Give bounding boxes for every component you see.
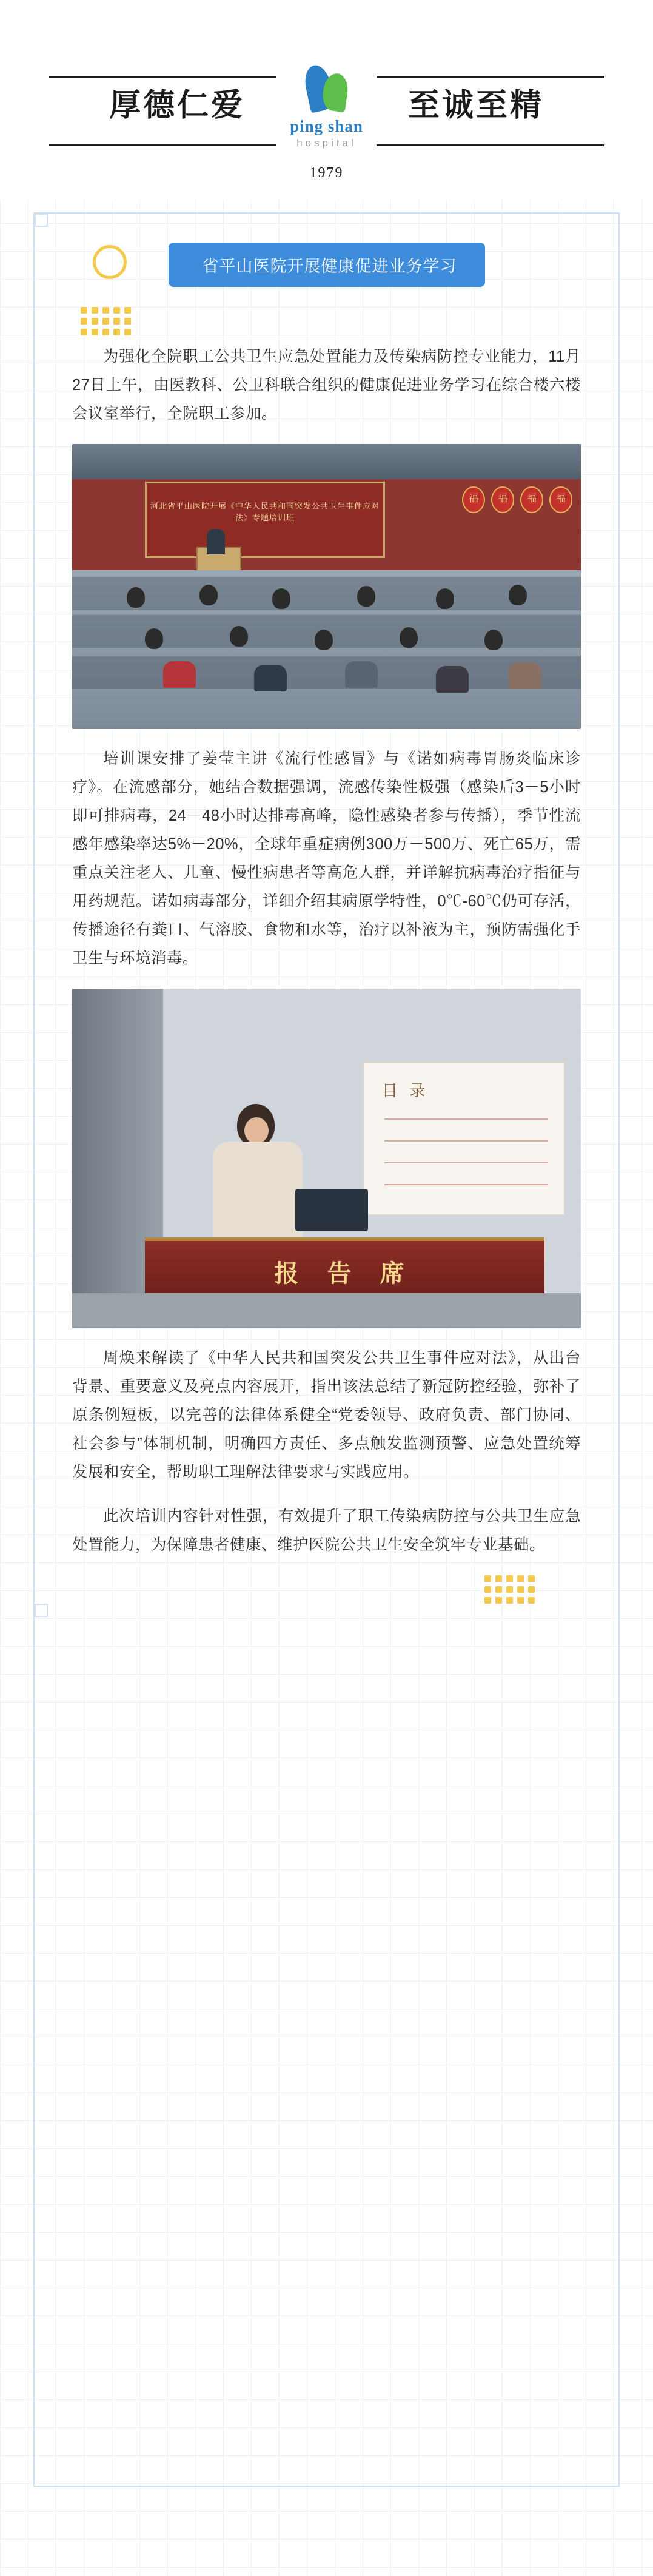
podium-desk (145, 1237, 544, 1297)
audience-area (72, 570, 581, 729)
page-header (0, 0, 653, 200)
article-title-row (35, 243, 618, 286)
speaker-figure (207, 529, 225, 554)
dot-decoration-top (81, 307, 618, 335)
page-title: 省平山医院开展健康促进业务学习 (169, 243, 485, 287)
article-frame (33, 212, 620, 2487)
lantern-icon: 福 (462, 486, 485, 513)
paragraph-1: 为强化全院职工公共卫生应急处置能力及传染病防控专业能力，11月27日上午，由医教科、公卫科联合组织的健康促进业务学习在综合楼六楼会议室举行，全院职工参加。 (72, 348, 581, 422)
conference-hall-photo (72, 444, 581, 729)
lecturer-podium-photo (72, 989, 581, 1328)
screen-caption: 河北省平山医院开展《中华人民共和国突发公共卫生事件应对法》专题培训班 (150, 502, 380, 522)
slogan-left: 厚德仁爱 (102, 89, 252, 123)
paragraph-3: 周焕来解读了《中华人民共和国突发公共卫生事件应对法》，从出台背景、重要意义及亮点内容展开，指出该法总结了新冠防控经验，弥补了原条例短板，以完善的法律体系健全“党委领导、政府负责、部门协同、社会参与”体制机制，明确四方责任、多点触发监测预警、应急处置统筹发展和安全，帮助职工理解法律要求与实践应用。 (72, 1350, 581, 1481)
lantern-icon: 福 (520, 486, 543, 513)
podium-label: 报 告 席 (274, 1260, 415, 1287)
paragraph-2: 培训课安排了姜莹主讲《流行性感冒》与《诺如病毒胃肠炎临床诊疗》。在流感部分，她结合数据强调，流感传染性极强（感染后3－5小时即可排病毒，24－48小时达排毒高峰，隐性感染者参与传播），季节性流感年感染率达5%－20%，全球年重症病例300万－500万、死亡65万，需重点关注老人、儿童、慢性病患者等高危人群，并详解抗病毒治疗指征与用药规范。诺如病毒部分，详细介绍其病原学特性，0℃-60℃仍可存活，传播途径有粪口、气溶胶、食物和水等，治疗以补液为主，预防需强化手卫生与环境消毒。 (72, 750, 581, 967)
paragraph-4: 此次培训内容针对性强，有效提升了职工传染病防控与公共卫生应急处置能力，为保障患者健康、维护医院公共卫生安全筑牢专业基础。 (72, 1508, 581, 1553)
laptop (295, 1189, 368, 1231)
lantern-decorations (462, 486, 572, 513)
logo-sub-text: hospital (296, 136, 357, 149)
lantern-icon: 福 (549, 486, 572, 513)
article-content (35, 343, 618, 1604)
founding-year: 1979 (309, 165, 344, 181)
leaf-logo-icon (300, 64, 352, 116)
logo-name-text: ping shan (290, 116, 363, 135)
dot-decoration-bottom (484, 1575, 535, 1604)
lantern-icon: 福 (491, 486, 514, 513)
slogan-right: 至诚至精 (401, 89, 551, 123)
title-circle-decoration (93, 245, 127, 279)
hospital-logo (276, 64, 377, 149)
slide-title: 目 录 (382, 1081, 429, 1100)
projection-screen (145, 482, 385, 558)
presentation-slide (363, 1061, 565, 1216)
